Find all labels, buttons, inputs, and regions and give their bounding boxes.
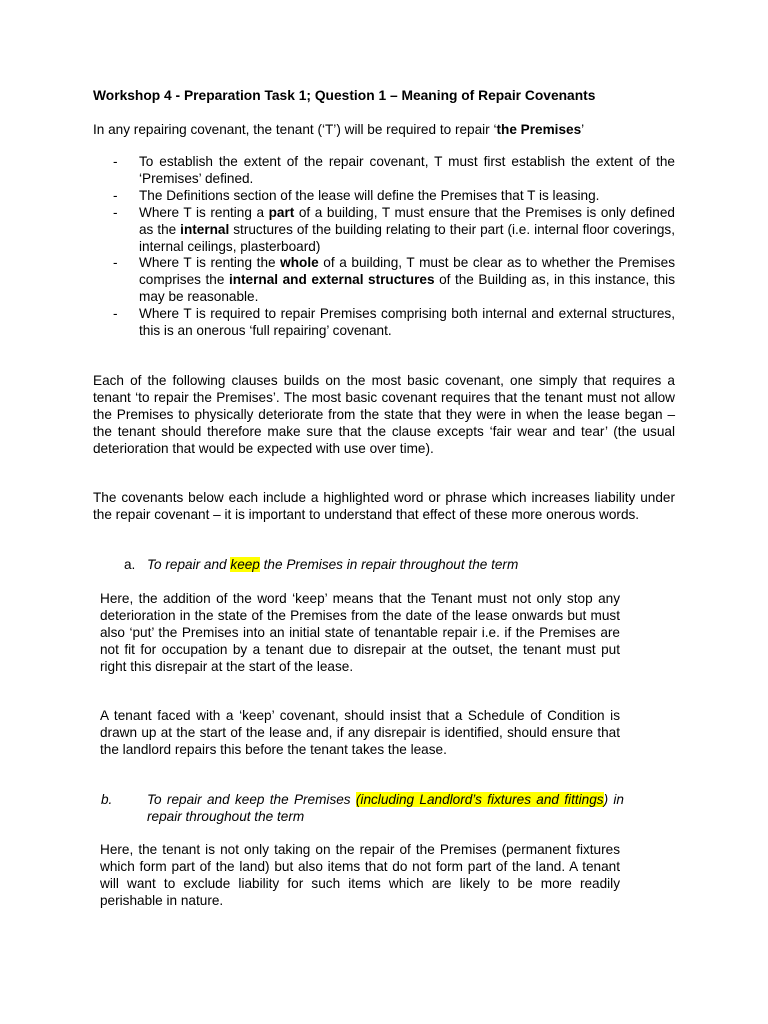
bullet-bold-part: part (268, 204, 295, 220)
bullet-dash: - (113, 154, 118, 169)
bullet-bold-whole: whole (280, 255, 319, 271)
bullet-text: The Definitions section of the lease will define the Premises that T is leasing. (139, 187, 600, 203)
bullet-dash: - (113, 204, 118, 220)
bullet-text: of the Building as, in this instance, this may be reasonable. (139, 272, 675, 305)
clause-b-text-end: ) in repair throughout the term (147, 792, 624, 824)
bullet-text: Where T is required to repair Premises comprising both internal and external structures, this is an onerous ‘full repairing’ covenant. (139, 306, 675, 339)
bullet-text: of a building, T must be clear as to whether the Premises comprises the (139, 255, 675, 288)
intro-text-start: In any repairing covenant, the tenant (‘T’) will be required to repair ‘ (93, 122, 497, 137)
intro-bold-premises: the Premises (496, 122, 582, 137)
highlighted-words-paragraph: The covenants below each include a highlighted word or phrase which increases liability under the repair covenant – it is important to understand that effect of these more onerous words. (93, 490, 675, 522)
bullet-text: of a building, T must ensure that the Premises is only defined as the (139, 204, 675, 237)
clause-b (101, 792, 624, 826)
bullet-dash: - (113, 306, 118, 322)
bullet-text: Where T is renting a (139, 204, 269, 220)
clause-b-marker: b. (101, 792, 113, 807)
clause-b-highlight: (including Landlord’s fixtures and fittings (355, 792, 604, 807)
keep-explanation-paragraph: Here, the addition of the word ‘keep’ means that the Tenant must not only stop any deterioration in the state of the Premises from the date of the lease onwards but must also ‘put’ the Premises into an initial state of tenantable repair i.e. if the Premises are not fit for occupation by a tenant due to disrepair at the outset, the tenant must put right this disrepair at the start of the lease. (100, 591, 620, 674)
bullet-dash: - (113, 187, 118, 203)
clause-a-marker: a. (124, 557, 136, 572)
intro-text-end: ’ (581, 122, 585, 137)
fixtures-explanation-paragraph: Here, the tenant is not only taking on the repair of the Premises (permanent fixtures which form part of the land) but also items that do not form part of the land. A tenant will want to exclude liability for such items which are likely to be more readily perishable in nature. (100, 842, 620, 908)
clause-a-text-start: To repair and (147, 557, 231, 572)
bullet-item (113, 154, 675, 188)
document-heading: Workshop 4 - Preparation Task 1; Question 1 – Meaning of Repair Covenants (93, 88, 596, 103)
bullet-item (113, 306, 675, 340)
intro-paragraph (93, 122, 584, 137)
bullet-item (113, 255, 675, 306)
bullet-bold-internal: internal (180, 221, 230, 237)
clause-a (124, 557, 624, 574)
bullet-dash: - (113, 255, 118, 271)
bullet-bold-internal-external: internal and external structures (228, 272, 435, 288)
bullet-item (113, 188, 675, 205)
premises-bullet-list (113, 154, 675, 340)
clause-a-text-end: the Premises in repair throughout the term (259, 557, 519, 572)
schedule-of-condition-paragraph: A tenant faced with a ‘keep’ covenant, should insist that a Schedule of Condition is drawn up at the start of the lease and, if any disrepair is identified, should ensure that the landlord repairs this before the tenant takes the lease. (100, 708, 620, 757)
bullet-text: structures of the building relating to their part (i.e. internal floor coverings, internal ceilings, plasterboard) (139, 221, 675, 254)
bullet-item (113, 205, 675, 256)
clause-a-highlight: keep (230, 557, 260, 572)
basic-covenant-paragraph: Each of the following clauses builds on the most basic covenant, one simply that requires a tenant ‘to repair the Premises’. The most basic covenant requires that the tenant must not allow the Premises to physically deteriorate from the state that they were in when the lease began – the tenant should therefore make sure that the clause excepts ‘fair wear and tear’ (the usual deterioration that would be expected with use over time). (93, 373, 675, 456)
bullet-text: To establish the extent of the repair covenant, T must first establish the extent of the ‘Premises’ defined. (139, 154, 675, 186)
clause-b-text-start: To repair and keep the Premises (147, 792, 356, 807)
bullet-text: Where T is renting the (139, 255, 281, 271)
